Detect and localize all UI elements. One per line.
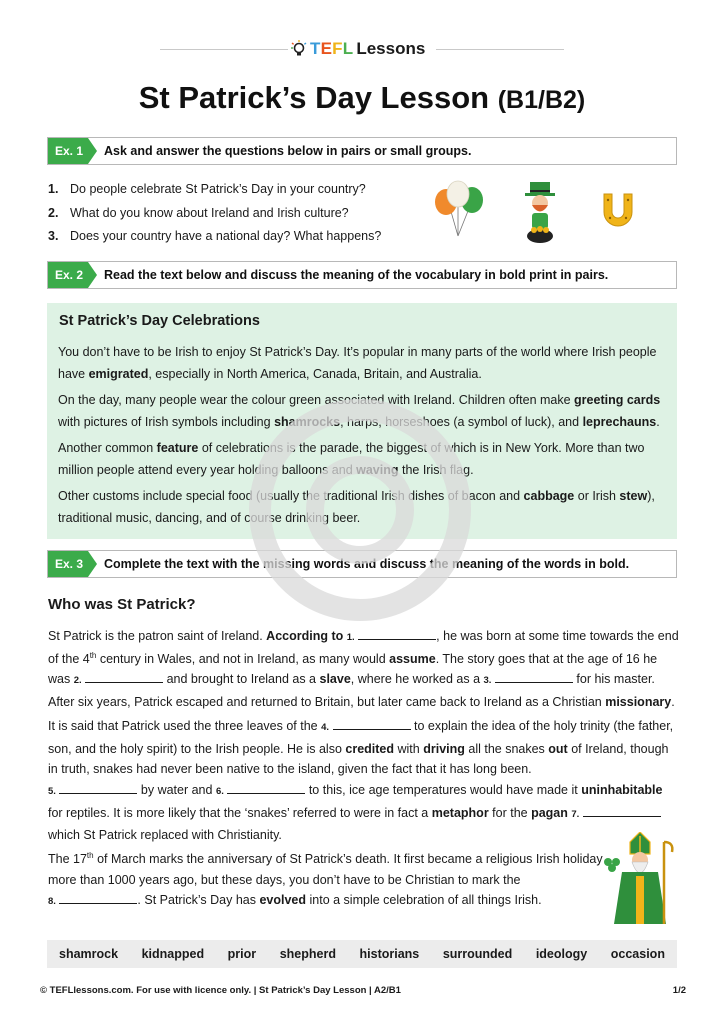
gap-field[interactable] (495, 673, 573, 683)
ex2-tag: Ex. 2 (48, 262, 88, 288)
q-text: What do you know about Ireland and Irish culture? (70, 205, 349, 220)
gap-field[interactable] (59, 894, 137, 904)
divider-right (436, 49, 564, 50)
brand-tefl: TEFL (310, 39, 354, 58)
q-number: 1. (48, 182, 59, 196)
gap-field[interactable] (583, 807, 661, 817)
section-heading: Who was St Patrick? (48, 596, 196, 613)
gap-field[interactable] (358, 630, 436, 640)
brand-header (0, 38, 724, 60)
balloons-icon (435, 181, 483, 236)
word-chip: surrounded (442, 947, 513, 961)
paragraph: On the day, many people wear the colour green associated with Ireland. Children often make greeting cards with pictures of Irish symbols including shamrocks, harps, horseshoes (a symbol of luck), and leprechauns. (58, 393, 661, 429)
word-chip: shamrock (59, 947, 119, 961)
gap-field[interactable] (59, 784, 137, 794)
word-chip: historians (359, 947, 420, 961)
paragraph: St Patrick is the patron saint of Ireland. According to 1. , he was born at some time towards the end of the 4th century in Wales, and not in Ireland, as many would assume. The story goes that at the age of 16 he was 2. and brought to Ireland as a slave, where he worked as a 3. for his master. After six years, Patrick escaped and returned to Britain, but later came back to Ireland as a Christian missionary. (48, 629, 679, 710)
q-number: 3. (48, 229, 59, 243)
brand-lessons: Lessons (356, 39, 426, 58)
ex3-instruction: Complete the text with the missing words and discuss the meaning of the words in bold. (104, 557, 630, 571)
ex1-instruction: Ask and answer the questions below in pairs or small groups. (104, 144, 472, 158)
gap-field[interactable] (85, 673, 163, 683)
title-main: St Patrick’s Day Lesson (138, 80, 490, 115)
list-item (48, 178, 381, 202)
brand-logo[interactable] (291, 38, 425, 60)
paragraph: The 17th of March marks the anniversary of St Patrick’s death. It first became a religious Irish holiday more than 1000 years ago, but these days, you don’t have to be Christian to mark the 8. . St Patrick’s Day has evolved into a simple celebration of all things Irish. (48, 850, 603, 908)
ex3-bar (47, 550, 677, 578)
ex2-instruction: Read the text below and discuss the meaning of the vocabulary in bold print in pairs. (104, 268, 609, 282)
bulb-logo-icon (291, 40, 307, 58)
title-level: (B1/B2) (497, 86, 586, 114)
ex2-bar (47, 261, 677, 289)
word-bank (47, 940, 677, 968)
list-item (48, 202, 381, 226)
word-chip: kidnapped (141, 947, 205, 961)
gap-fill-text (48, 626, 680, 916)
gap-field[interactable] (227, 784, 305, 794)
ex1-tag: Ex. 1 (48, 138, 88, 164)
leprechaun-icon (525, 182, 555, 243)
word-chip: ideology (535, 947, 588, 961)
reading-title: St Patrick’s Day Celebrations (59, 313, 260, 329)
footer-text: © TEFLlessons.com. For use with licence only. | St Patrick’s Day Lesson | A2/B1 (40, 985, 401, 996)
illustrations (430, 180, 650, 246)
gap-field[interactable] (333, 720, 411, 730)
paragraph: You don’t have to be Irish to enjoy St Patrick’s Day. It’s popular in many parts of the world where Irish people have emigrated, especially in North America, Canada, Britain, and Australia. (58, 345, 657, 381)
question-list (48, 178, 381, 249)
page-title (0, 80, 724, 116)
reading-box (47, 303, 677, 539)
horseshoe-icon (604, 194, 632, 226)
page-number: 1/2 (672, 985, 686, 996)
ex3-tag: Ex. 3 (48, 551, 88, 577)
word-chip: prior (227, 947, 257, 961)
ex1-bar (47, 137, 677, 165)
q-number: 2. (48, 205, 59, 220)
paragraph: Other customs include special food (usually the traditional Irish dishes of bacon and cabbage or Irish stew), traditional music, dancing, and of course drinking beer. (58, 489, 655, 525)
list-item (48, 225, 381, 249)
paragraph: It is said that Patrick used the three leaves of the 4. to explain the idea of the holy trinity (the father, son, and the holy spirit) to the Irish people. He is also credited with driving all the snakes out of Ireland, though in truth, snakes had never been native to the island, given the fact that it has long been. 5. by water and 6. to this, ice age temperatures would have made it uninhabitable for reptiles. It is more likely that the ‘snakes’ referred to were in fact a metaphor for the pagan 7. which St Patrick replaced with Christianity. (48, 718, 674, 843)
q-text: Do people celebrate St Patrick’s Day in your country? (70, 182, 366, 196)
paragraph: Another common feature of celebrations is the parade, the biggest of which is in New York. More than two million people attend every year holding balloons and waving the Irish flag. (58, 441, 645, 477)
st-patrick-icon (600, 832, 680, 924)
reading-text (58, 341, 670, 533)
q-text: Does your country have a national day? What happens? (70, 229, 382, 243)
word-chip: occasion (610, 947, 665, 961)
word-chip: shepherd (279, 947, 336, 961)
divider-left (160, 49, 288, 50)
